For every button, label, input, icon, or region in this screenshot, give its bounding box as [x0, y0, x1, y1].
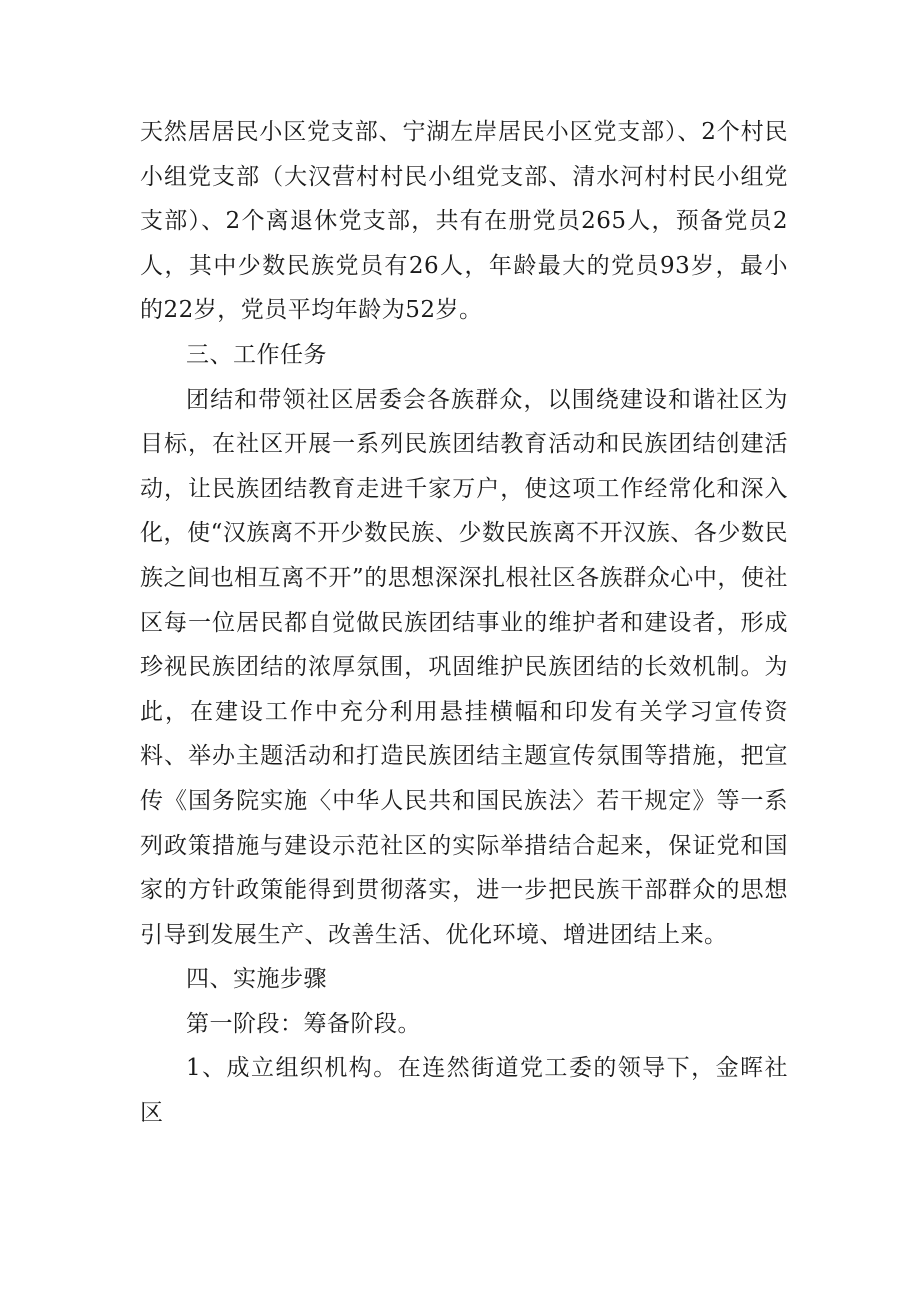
heading-work-tasks: 三、工作任务	[186, 341, 327, 368]
heading-phase-one: 第一阶段：筹备阶段。	[186, 1010, 421, 1037]
paragraph-party-branches: 天然居居民小区党支部、宁湖左岸居民小区党支部）、2个村民小组党支部（大汉营村村民小组党支部、清水河村村民小组党支部）、2个离退休党支部，共有在册党员265人，预备党员2人，其中少数民族党员有26人，年龄最大的党员93岁，最小的22岁，党员平均年龄为52岁。	[140, 119, 788, 324]
document-body	[140, 110, 788, 1136]
paragraph-work-tasks: 团结和带领社区居委会各族群众，以围绕建设和谐社区为目标，在社区开展一系列民族团结教育活动和民族团结创建活动，让民族团结教育走进千家万户，使这项工作经常化和深入化，使“汉族离不开少数民族、少数民族离不开汉族、各少数民族之间也相互离不开”的思想深深扎根社区各族群众心中，使社区每一位居民都自觉做民族团结事业的维护者和建设者，形成珍视民族团结的浓厚氛围，巩固维护民族团结的长效机制。为此，在建设工作中充分利用悬挂横幅和印发有关学习宣传资料、举办主题活动和打造民族团结主题宣传氛围等措施，把宣传《国务院实施〈中华人民共和国民族法〉若干规定》等一系列政策措施与建设示范社区的实际举措结合起来，保证党和国家的方针政策能得到贯彻落实，进一步把民族干部群众的思想引导到发展生产、改善生活、优化环境、增进团结上来。	[140, 386, 788, 948]
heading-implementation-steps: 四、实施步骤	[186, 966, 327, 993]
paragraph-organization: 1、成立组织机构。在连然街道党工委的领导下，金晖社区	[140, 1055, 788, 1127]
